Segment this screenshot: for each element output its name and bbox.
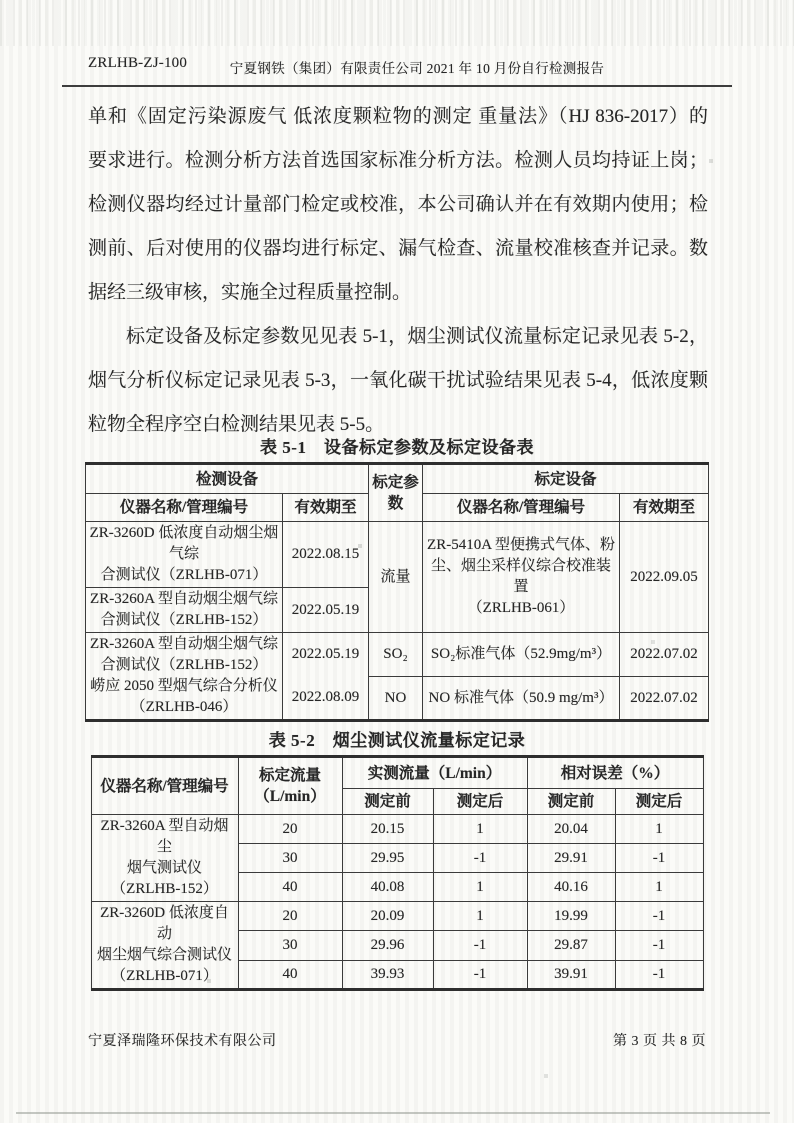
- cell-line: 尘、烟尘采样仪综合校准装置: [430, 558, 611, 595]
- before-col-header: 测定前: [342, 789, 433, 815]
- paragraph-line: 要求进行。检测分析方法首选国家标准分析方法。检测人员均持证上岗；: [88, 150, 708, 171]
- body-text: [88, 95, 708, 447]
- cell-line: （ZRLHB-152）: [111, 881, 218, 897]
- table1-caption: 表 5-1 设备标定参数及标定设备表: [260, 438, 534, 457]
- measured-after-cell: 1: [433, 815, 527, 844]
- calib-device-cell: [423, 522, 620, 633]
- error-before-cell: 29.91: [527, 844, 615, 873]
- cell-line: 崂应 2050 型烟气综合分析仪: [90, 678, 278, 694]
- error-after-cell: -1: [615, 844, 703, 873]
- instrument-name-cell: [86, 522, 283, 588]
- cell-line: ZR-3260D 低浓度自动: [100, 905, 229, 942]
- cell-line: （L/min）: [254, 788, 326, 805]
- param-cell: 流量: [369, 522, 423, 633]
- cell-line: 烟尘烟气综合测试仪: [96, 947, 232, 963]
- paragraph-line: 检测仪器均经过计量部门检定或校准，本公司确认并在有效期内使用；检: [88, 194, 708, 215]
- after-col-header: 测定后: [433, 789, 527, 815]
- measured-before-cell: 40.08: [342, 873, 433, 902]
- measured-before-cell: 29.95: [342, 844, 433, 873]
- scan-edge-line: [16, 1112, 770, 1114]
- measured-after-cell: 1: [433, 902, 527, 931]
- cell-line: 烟气测试仪: [126, 860, 202, 876]
- cell-line: ZR-3260A 型自动烟尘: [100, 818, 229, 855]
- detect-group-header: 检测设备: [86, 464, 369, 494]
- instrument-name-cell: [86, 633, 283, 721]
- expiry-cell: 2022.09.05: [620, 522, 709, 633]
- measured-after-cell: 1: [433, 873, 527, 902]
- cell-line: （ZRLHB-061）: [467, 600, 575, 616]
- page-footer: [88, 1030, 706, 1050]
- instrument-col-header: 仪器名称/管理编号: [86, 494, 283, 522]
- document-code: ZRLHB-ZJ-100: [88, 55, 188, 71]
- paragraph-line: 粒物全程序空白检测结果见表 5-5。: [88, 414, 385, 435]
- measured-before-cell: 20.09: [342, 902, 433, 931]
- table1-row: [86, 633, 709, 677]
- expiry-cell: 2022.07.02: [620, 677, 709, 721]
- cell-line: （ZRLHB-046）: [130, 699, 238, 715]
- page-header: [0, 0, 794, 76]
- error-before-cell: 19.99: [527, 902, 615, 931]
- flow-cell: 20: [238, 815, 342, 844]
- flow-col-header: [238, 757, 342, 815]
- expiry-cell: 2022.07.02: [620, 633, 709, 677]
- valid-until-col-header: 有效期至: [620, 494, 709, 522]
- error-before-cell: 29.87: [527, 931, 615, 960]
- cell-line: ZR-3260A 型自动烟尘烟气综: [90, 591, 278, 607]
- cell-line: 2022.05.19: [291, 646, 360, 662]
- paragraph-line: 烟气分析仪标定记录见表 5-3，一氧化碳干扰试验结果见表 5-4，低浓度颗: [88, 370, 708, 391]
- instrument-name-cell: [86, 588, 283, 633]
- cell-line: ZR-5410A 型便携式气体、粉: [427, 537, 615, 553]
- before-col-header: 测定前: [527, 789, 615, 815]
- flow-cell: 40: [238, 960, 342, 989]
- cell-line: ZR-3260A 型自动烟尘烟气综: [90, 636, 278, 652]
- calib-param-header: 标定参数: [369, 464, 423, 522]
- table1-header-row1: [86, 464, 709, 494]
- cell-line: 合测试仪（ZRLHB-071）: [100, 567, 268, 583]
- table2-row: [91, 902, 703, 931]
- table2-caption: 表 5-2 烟尘测试仪流量标定记录: [268, 731, 526, 750]
- error-before-cell: 39.91: [527, 960, 615, 989]
- expiry-dual-cell: [283, 633, 369, 721]
- report-title: 宁夏钢铁（集团）有限责任公司 2021 年 10 月份自行检测报告: [229, 61, 605, 76]
- standard-gas-cell: SO₂标准气体（52.9mg/m³）: [423, 633, 620, 677]
- instrument-col-header: 仪器名称/管理编号: [91, 757, 238, 815]
- flow-cell: 30: [238, 931, 342, 960]
- cell-line: 标定流量: [258, 767, 321, 784]
- after-col-header: 测定后: [615, 789, 703, 815]
- error-after-cell: 1: [615, 815, 703, 844]
- instrument-name-cell: [91, 902, 238, 990]
- expiry-cell: 2022.05.19: [283, 588, 369, 633]
- measured-before-cell: 39.93: [342, 960, 433, 989]
- table2-header-row1: [91, 757, 703, 789]
- standard-gas-cell: NO 标准气体（50.9 mg/m³）: [423, 677, 620, 721]
- cell-line: 合测试仪（ZRLHB-152）: [100, 612, 268, 628]
- header-divider: [62, 85, 732, 87]
- cell-line: 2022.08.09: [291, 689, 360, 705]
- error-after-cell: -1: [615, 960, 703, 989]
- error-before-cell: 20.04: [527, 815, 615, 844]
- measured-flow-header: 实测流量（L/min）: [342, 757, 527, 789]
- paragraph-line: 标定设备及标定参数见见表 5-1，烟尘测试仪流量标定记录见表 5-2，: [126, 326, 708, 347]
- table2-row: [91, 815, 703, 844]
- cell-line: 合测试仪（ZRLHB-152）: [100, 657, 268, 673]
- instrument-col-header: 仪器名称/管理编号: [423, 494, 620, 522]
- flow-cell: 40: [238, 873, 342, 902]
- instrument-name-cell: [91, 815, 238, 902]
- footer-company: 宁夏泽瑞隆环保技术有限公司: [88, 1034, 277, 1049]
- param-cell: NO: [369, 677, 423, 721]
- measured-after-cell: -1: [433, 844, 527, 873]
- paragraph-line: 单和《固定污染源废气 低浓度颗粒物的测定 重量法》（HJ 836-2017）的: [88, 106, 708, 127]
- measured-before-cell: 20.15: [342, 815, 433, 844]
- param-cell: SO₂: [369, 633, 423, 677]
- expiry-cell: 2022.08.15: [283, 522, 369, 588]
- flow-cell: 30: [238, 844, 342, 873]
- calib-group-header: 标定设备: [423, 464, 709, 494]
- valid-until-col-header: 有效期至: [283, 494, 369, 522]
- paragraph-line: 据经三级审核，实施全过程质量控制。: [88, 282, 412, 303]
- footer-page-info: 第 3 页 共 8 页: [613, 1034, 706, 1049]
- error-after-cell: -1: [615, 931, 703, 960]
- measured-after-cell: -1: [433, 931, 527, 960]
- paragraph-line: 测前、后对使用的仪器均进行标定、漏气检查、流量校准核查并记录。数: [88, 238, 708, 259]
- measured-before-cell: 29.96: [342, 931, 433, 960]
- error-before-cell: 40.16: [527, 873, 615, 902]
- error-after-cell: -1: [615, 902, 703, 931]
- cell-line: ZR-3260D 低浓度自动烟尘烟气综: [89, 525, 279, 562]
- table1-row: [86, 522, 709, 588]
- error-after-cell: 1: [615, 873, 703, 902]
- measured-after-cell: -1: [433, 960, 527, 989]
- relative-error-header: 相对误差（%）: [527, 757, 703, 789]
- calibration-equipment-table: [85, 462, 709, 722]
- flow-calibration-table: [91, 755, 704, 991]
- flow-cell: 20: [238, 902, 342, 931]
- cell-line: （ZRLHB-071）: [111, 968, 218, 984]
